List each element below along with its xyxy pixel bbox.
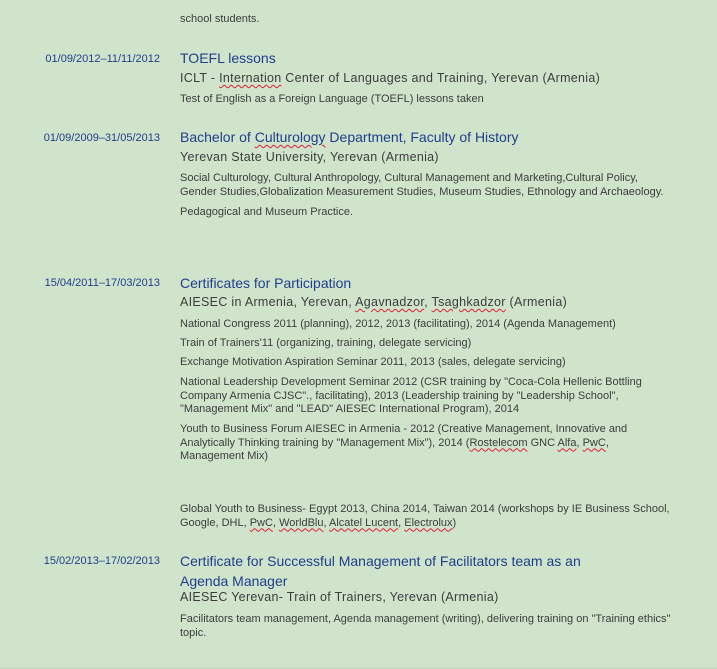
- entry-description: Exchange Motivation Aspiration Seminar 2011, 2013 (sales, delegate servicing): [180, 356, 566, 368]
- entry-description: Test of English as a Foreign Language (TOEFL) lessons taken: [180, 93, 484, 105]
- spellcheck-word: Rostelecom: [469, 436, 528, 449]
- entry-title: TOEFL lessons: [180, 50, 276, 66]
- entry-date: 01/09/2009–31/05/2013: [43, 132, 160, 144]
- entry-date: 15/02/2013–17/02/2013: [43, 555, 160, 567]
- spellcheck-word: Alcatel Lucent: [329, 516, 399, 529]
- entry-organization: Yerevan State University, Yerevan (Armenia): [180, 150, 439, 164]
- entry-description: Facilitators team management, Agenda management (writing), delivering training on "Training ethics" topic.: [180, 613, 671, 639]
- entry-date: 01/09/2012–11/11/2012: [45, 53, 160, 65]
- spellcheck-word: Culturology: [254, 129, 326, 145]
- spellcheck-word: Alfa: [557, 436, 577, 449]
- entry-description: Youth to Business Forum AIESEC in Armenia - 2012 (Creative Management, Innovative and Analytically Thinking training by "Management Mix"), 2014 (Rostelecom GNC Alfa, PwC, Management Mix): [180, 423, 628, 462]
- spellcheck-word: WorldBlu: [279, 516, 324, 529]
- spellcheck-word: Agavnadzor: [355, 295, 425, 309]
- entry-description: Global Youth to Business- Egypt 2013, China 2014, Taiwan 2014 (workshops by IE Business School, Google, DHL, PwC, WorldBlu, Alcatel Lucent, Electrolux): [180, 503, 670, 529]
- entry-date: 15/04/2011–17/03/2013: [44, 277, 160, 289]
- spellcheck-word: Electrolux: [404, 516, 453, 529]
- entry-organization: AIESEC Yerevan- Train of Trainers, Yerevan (Armenia): [180, 590, 499, 604]
- entry-description: Pedagogical and Museum Practice.: [180, 206, 354, 218]
- entry-organization: ICLT - Internation Center of Languages and Training, Yerevan (Armenia): [180, 71, 601, 85]
- spellcheck-word: PwC: [249, 516, 273, 529]
- spellcheck-word: Internation: [219, 71, 282, 85]
- previous-entry-fragment: school students.: [180, 13, 260, 25]
- entry-title: Bachelor of Culturology Department, Faculty of History: [180, 129, 519, 145]
- entry-description: Social Culturology, Cultural Anthropology, Cultural Management and Marketing,Cultural Policy, Gender Studies,Globalization Measurement Studies, Museum Studies, Ethnology and Archaeology.: [180, 172, 664, 198]
- entry-title: Certificate for Successful Management of Facilitators team as an Agenda Manager: [180, 553, 581, 589]
- entry-description: Train of Trainers'11 (organizing, training, delegate servicing): [180, 337, 472, 349]
- entry-description: National Congress 2011 (planning), 2012, 2013 (facilitating), 2014 (Agenda Management): [180, 318, 616, 330]
- spellcheck-word: Tsaghkadzor: [431, 295, 506, 309]
- entry-title: Certificates for Participation: [180, 275, 352, 291]
- entry-organization: AIESEC in Armenia, Yerevan, Agavnadzor, Tsaghkadzor (Armenia): [180, 295, 568, 309]
- spellcheck-word: PwC: [582, 436, 606, 449]
- entry-description: National Leadership Development Seminar 2012 (CSR training by "Coca-Cola Hellenic Bottling Company Armenia CJSC"., facilitating), 2013 (Leadership training by "Leadership School", "Management Mix" and "LEAD" AIESEC International Program), 2014: [180, 376, 642, 415]
